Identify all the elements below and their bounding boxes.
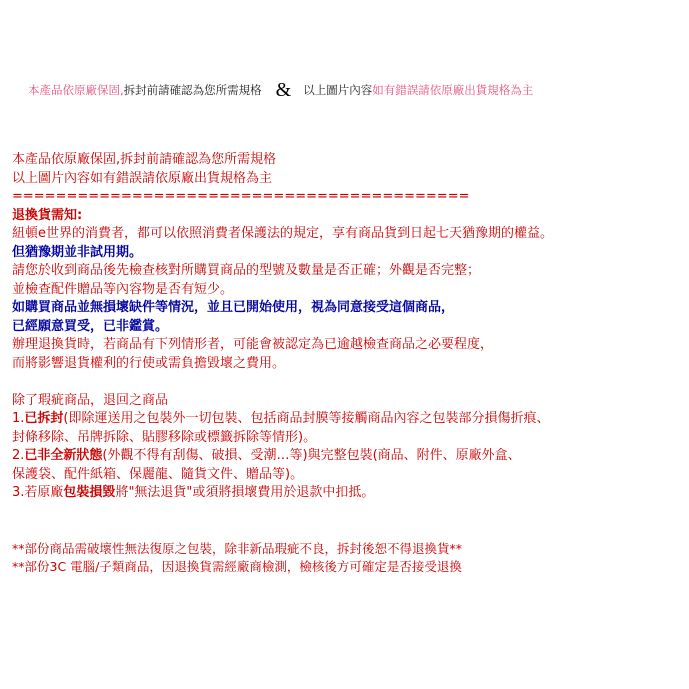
return-accept-line-2: 已經願意買受，已非鑑賞。 [12,318,169,334]
defect-item-2-keyword: 已非全新狀態 [24,448,103,463]
defect-item-2 [12,447,682,466]
defect-title: 除了瑕疵商品，退回之商品 [12,392,169,408]
defect-item-3-number: 3. [12,485,25,500]
return-check-line-2: 並檢查配件贈品等內容物是否有短少。 [12,281,234,297]
return-policy-notice [12,151,682,577]
notice-spec-line: 以上圖片內容如有錯誤請依原廠出貨規格為主 [12,170,273,186]
banner-confirm-text: 拆封前請確認為您所需規格 [123,83,262,97]
return-process-line-2: 而將影響退貨權利的行使或需負擔毀壞之費用。 [12,355,286,371]
return-not-trial: 但猶豫期並非試用期。 [12,244,143,260]
defect-item-3 [12,484,682,503]
defect-item-2-continued: 保護袋、配件紙箱、保麗龍、隨貨文件、贈品等)。 [12,466,304,482]
return-consumer-rights: 紐頓e世界的消費者，都可以依照消費者保護法的規定，享有商品貨到日起七天猶豫期的權益。 [12,226,553,241]
defect-item-2-number: 2. [12,448,25,463]
defect-item-3-keyword: 包裝損毀 [63,485,116,500]
notice-separator: ========================================== [12,189,470,204]
defect-item-3-detail: 將"無法退貨"或須將損壞費用於退款中扣抵。 [115,485,375,500]
banner-warranty-text: 本產品依原廠保固, [28,83,124,97]
return-check-line-1: 請您於收到商品後先檢查核對所購買商品的型號及數量是否正確；外觀是否完整； [12,263,481,278]
return-accept-line-1: 如購買商品並無損壞缺件等情況，並且已開始使用，視為同意接受這個商品， [12,300,455,315]
footnote-3c-inspection: **部份3C 電腦/子類商品，因退換貨需經廠商檢測，檢核後方可確定是否接受退換 [12,559,462,574]
return-title: 退換貨需知: [12,207,83,223]
defect-item-1-detail: (即除運送用之包裝外一切包裝、包括商品封膜等接觸商品內容之包裝部分損傷折痕、 [63,411,550,426]
defect-item-2-detail: (外觀不得有刮傷、破損、受潮…等)與完整包裝(商品、附件、原廠外盒、 [102,448,521,463]
notice-warranty-line: 本產品依原廠保固,拆封前請確認為您所需規格 [12,152,277,167]
defect-item-3-prefix: 若原廠 [24,485,64,500]
banner-ampersand: & [275,79,292,101]
return-process-line-1: 辦理退換貨時，若商品有下列情形者，可能會被認定為已逾越檢查商品之必要程度， [12,337,494,352]
banner-error-text: 如有錯誤請依原廠出貨規格為主 [372,83,534,97]
warranty-banner [28,79,668,101]
defect-item-1-keyword: 已拆封 [24,411,64,426]
footnote-destructive-packaging: **部份商品需破壞性無法復原之包裝，除非新品瑕疵不良，拆封後恕不得退換貨** [12,540,463,556]
defect-item-1-number: 1. [12,411,25,426]
banner-image-text: 以上圖片內容 [303,83,373,97]
defect-item-1-continued: 封條移除、吊牌拆除、貼膠移除或標籤拆除等情形)。 [12,429,317,445]
defect-item-1 [12,410,682,429]
